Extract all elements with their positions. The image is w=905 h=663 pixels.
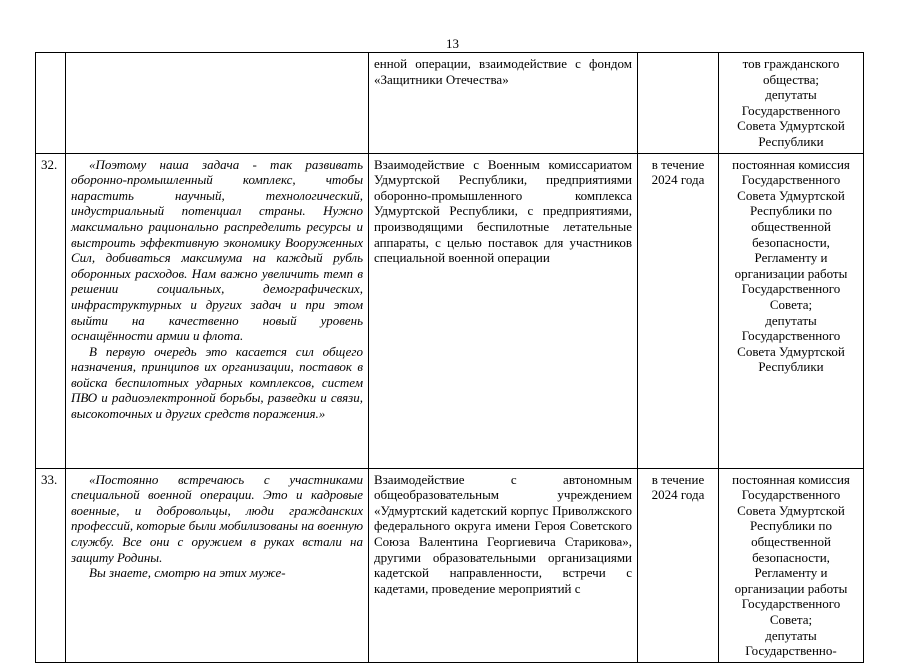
action-cell: Взаимодействие с автономным общеобразовательным учреждением «Удмуртский кадетский корпус Приволжского федерального округа имени Героя Советского Союза Валентина Георгиевича Старикова», другими образовательными организациями кадетской направленности, встречи с кадетами, проведение мероприятий с bbox=[369, 468, 638, 662]
action-cell: Взаимодействие с Военным комиссариатом Удмуртской Республики, предприятиями оборонно-промышленного комплекса Удмуртской Республики, с предприятиями, производящими беспилотные летательные аппараты, с целью поставок для участников специальной военной операции bbox=[369, 153, 638, 468]
responsible-line: постоянная комиссия Государственного Совета Удмуртской Республики по общественной безопасности, Регламенту и организации работы Государственного Совета; bbox=[732, 471, 850, 627]
row-number bbox=[36, 53, 66, 154]
table-row bbox=[36, 53, 864, 154]
quote-cell bbox=[66, 468, 369, 662]
row-number: 33. bbox=[36, 468, 66, 662]
responsible-cell bbox=[719, 468, 864, 662]
term-cell: в течение 2024 года bbox=[638, 468, 719, 662]
table-row bbox=[36, 468, 864, 662]
quote-paragraph: Вы знаете, смотрю на этих муже- bbox=[89, 565, 286, 581]
term-cell: в течение 2024 года bbox=[638, 153, 719, 468]
table-row bbox=[36, 153, 864, 468]
quote-cell bbox=[66, 153, 369, 468]
responsible-cell bbox=[719, 53, 864, 154]
row-number: 32. bbox=[36, 153, 66, 468]
quote-paragraph: В первую очередь это касается сил общего назначения, принципов их организации, поставок в войска беспилотных ударных комплексов, систем ПВО и радиоэлектронной борьбы, разведки и связи, высокоточных и других средств поражения.» bbox=[71, 343, 363, 422]
quote-paragraph: «Постоянно встречаюсь с участниками специальной военной операции. Это и кадровые военные, и добровольцы, люди гражданских профессий, которые были мобилизованы на военную службу. Все они с оружием в руках встали на защиту Родины. bbox=[71, 471, 363, 565]
responsible-line: депутаты Государственного Совета Удмуртской Республики bbox=[737, 312, 845, 375]
page-number: 13 bbox=[446, 36, 459, 51]
responsible-line: депутаты Государственного Совета Удмуртской Республики bbox=[737, 87, 845, 149]
responsible-line: депутаты Государственно- bbox=[745, 627, 837, 659]
responsible-cell bbox=[719, 153, 864, 468]
plan-table bbox=[35, 52, 864, 663]
responsible-line: тов гражданского общества; bbox=[742, 56, 840, 87]
term-cell bbox=[638, 53, 719, 154]
quote-cell bbox=[66, 53, 369, 154]
responsible-line: постоянная комиссия Государственного Совета Удмуртской Республики по общественной безопасности, Регламенту и организации работы Государственного Совета; bbox=[732, 156, 850, 312]
action-cell: енной операции, взаимодействие с фондом «Защитники Отечества» bbox=[369, 53, 638, 154]
quote-paragraph: «Поэтому наша задача - так развивать оборонно-промышленный комплекс, чтобы нарастить научный, технологический, индустриальный потенциал страны. Нужно максимально рационально распределить ресурсы и выстроить эффективную экономику Вооруженных Сил, добиваться максимума на каждый рубль оборонных расходов. Нам важно увеличить темп в решении социальных, демографических, инфраструктурных и других задач и при этом выйти на качественно новый уровень оснащённости армии и флота. bbox=[71, 156, 363, 344]
